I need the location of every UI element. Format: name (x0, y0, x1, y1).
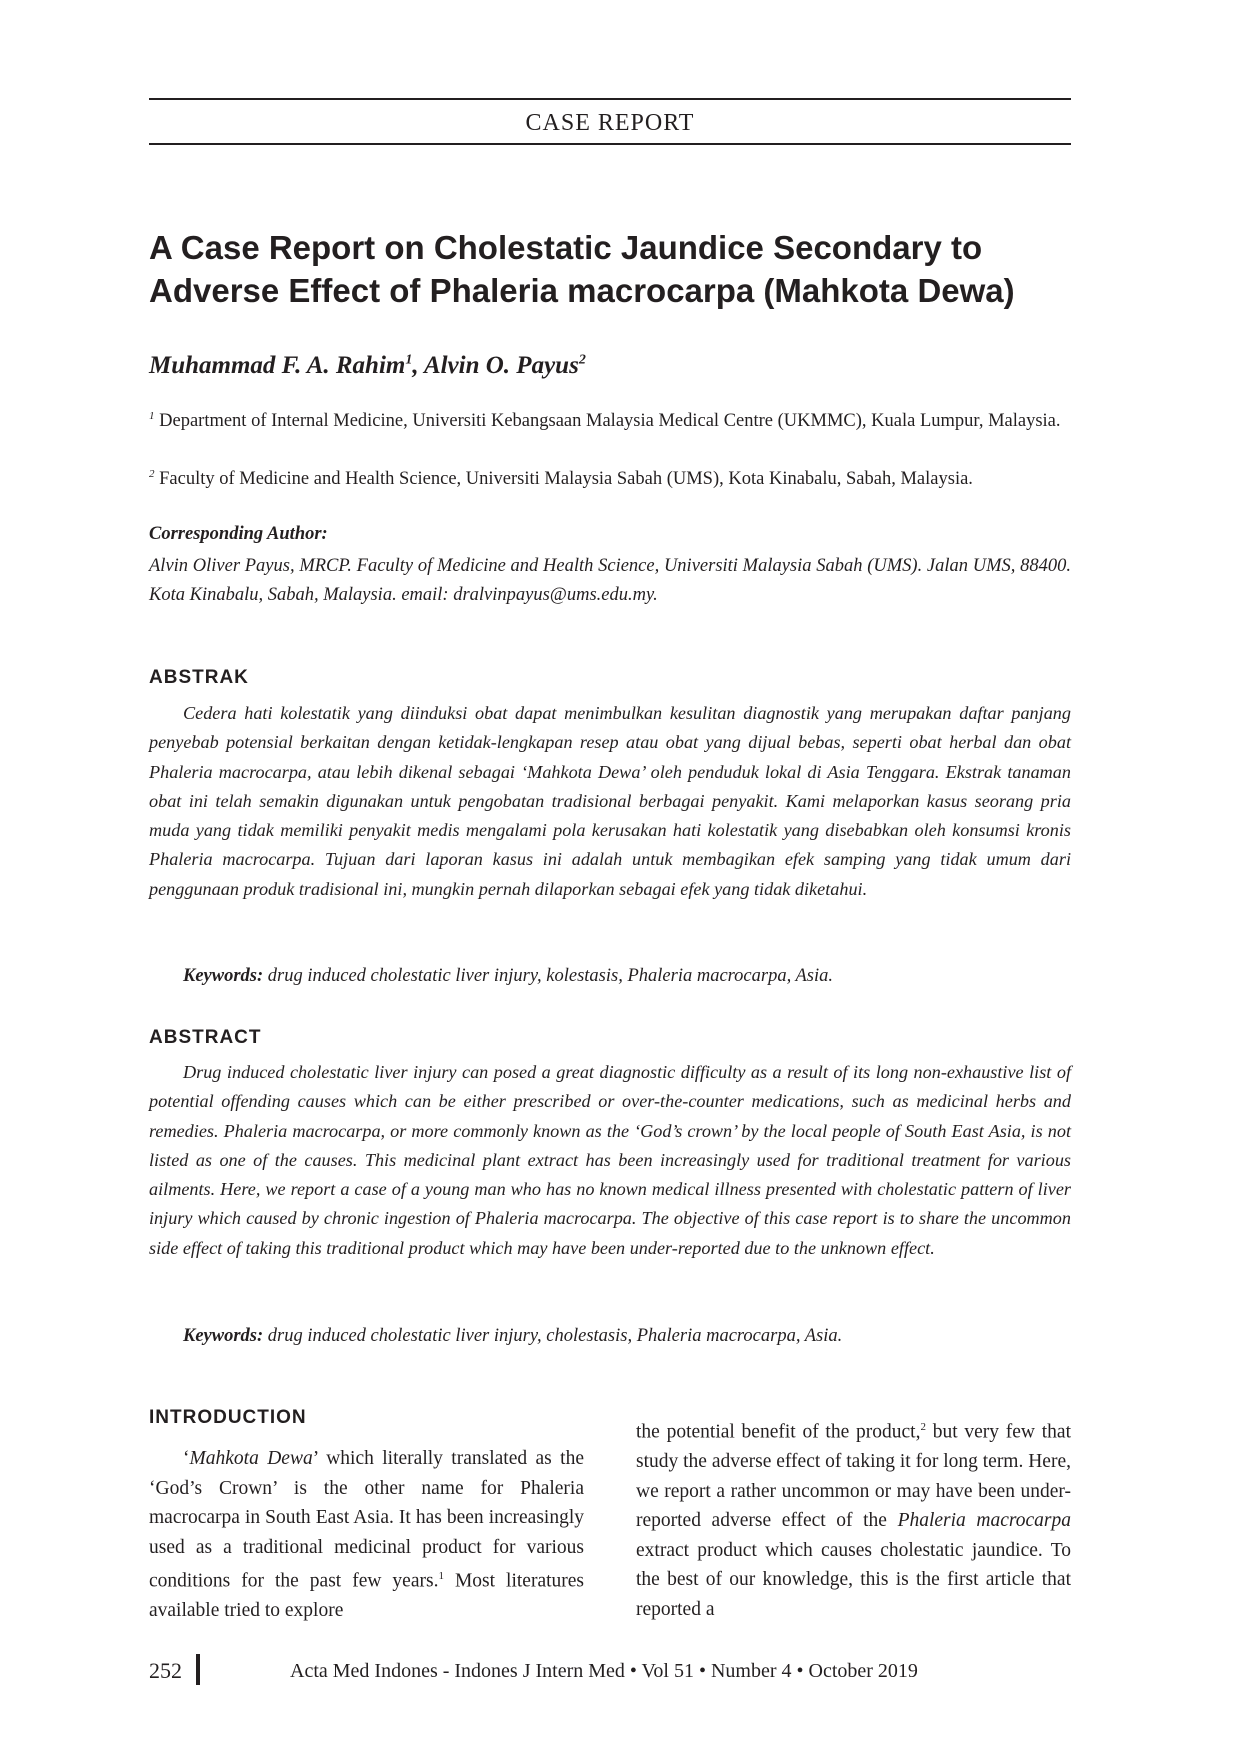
article-title (149, 226, 1071, 312)
citation-marker: 1 (438, 1570, 444, 1582)
author-separator: , (412, 352, 424, 379)
intro-text: extract product which causes cholestatic jaundice. To the best of our knowledge, this is the first article that reported a (636, 1539, 1071, 1620)
introduction-right-column (636, 1413, 1071, 1624)
introduction-heading: INTRODUCTION (149, 1407, 307, 1428)
header-bottom-rule (149, 143, 1071, 145)
title-line-2: Adverse Effect of Phaleria macrocarpa (Mahkota Dewa) (149, 272, 1015, 309)
corresponding-author-details: Alvin Oliver Payus, MRCP. Faculty of Medicine and Health Science, Universiti Malaysia Sabah (UMS). Jalan UMS, 88400. Kota Kinabalu, Sabah, Malaysia. email: dralvinpayus@ums.edu.my. (149, 556, 1071, 605)
introduction-left-column (149, 1444, 584, 1626)
affiliation-number: 1 (149, 410, 155, 422)
abstract-heading: ABSTRACT (149, 1027, 262, 1048)
corresponding-author-label: Corresponding Author: (149, 524, 328, 544)
intro-text: the potential benefit of the product, (636, 1421, 921, 1443)
intro-text: but very few that study the adverse effect of taking it for long term. Here, we report a rather uncommon or may have been under-reported adverse effect of the (636, 1421, 1071, 1531)
keywords-label: Keywords: (183, 966, 264, 986)
affiliation-text: Faculty of Medicine and Health Science, Universiti Malaysia Sabah (UMS), Kota Kinabalu, Sabah, Malaysia. (154, 469, 973, 490)
affiliation-number: 2 (149, 468, 155, 480)
abstract-keywords (183, 1326, 1071, 1347)
author-name: Muhammad F. A. Rahim (149, 352, 406, 379)
author-list (149, 352, 1071, 380)
intro-term: Phaleria macrocarpa (897, 1510, 1071, 1531)
journal-citation: Acta Med Indones - Indones J Intern Med • Vol 51 • Number 4 • October 2019 (290, 1660, 918, 1682)
citation-marker: 2 (920, 1421, 926, 1433)
affiliation-2 (149, 460, 1071, 494)
affiliation-text: Department of Internal Medicine, Universiti Kebangsaan Malaysia Medical Centre (UKMMC), Kuala Lumpur, Malaysia. (154, 411, 1061, 432)
section-label: CASE REPORT (525, 110, 695, 136)
title-line-1: A Case Report on Cholestatic Jaundice Secondary to (149, 229, 983, 266)
intro-open-quote: ‘ (183, 1448, 190, 1469)
author-affil-marker: 1 (405, 352, 413, 368)
header-top-rule (149, 98, 1071, 100)
abstrak-body: Cedera hati kolestatik yang diinduksi obat dapat menimbulkan kesulitan diagnostik yang merupakan daftar panjang penyebab potensial berkaitan dengan ketidak-lengkapan resep atau obat yang dijual bebas, seperti obat herbal dan obat Phaleria macrocarpa, atau lebih dikenal sebagai ‘Mahkota Dewa’ oleh penduduk lokal di Asia Tenggara. Ekstrak tanaman obat ini telah semakin digunakan untuk pengobatan tradisional berbagai penyakit. Kami melaporkan kasus seorang pria muda yang tidak memiliki penyakit medis mengalami pola kerusakan hati kolestatik yang disebabkan oleh konsumsi kronis Phaleria macrocarpa. Tujuan dari laporan kasus ini adalah untuk membagikan efek samping yang tidak umum dari penggunaan produk tradisional ini, mungkin pernah dilaporkan sebagai efek yang tidak diketahui. (149, 703, 1071, 899)
affiliation-1 (149, 402, 1071, 436)
author-affil-marker: 2 (578, 352, 586, 368)
keywords-label: Keywords: (183, 1326, 264, 1346)
intro-text: Most literatures available tried to explore (149, 1570, 585, 1621)
abstract-body: Drug induced cholestatic liver injury can posed a great diagnostic difficulty as a result of its long non-exhaustive list of potential offending causes which can be either prescribed or over-the-counter medications, such as medicinal herbs and remedies. Phaleria macrocarpa, or more commonly known as the ‘God’s crown’ by the local people of South East Asia, is not listed as one of the causes. This medicinal plant extract has been increasingly used for traditional treatment for various ailments. Here, we report a case of a young man who has no known medical illness presented with cholestatic pattern of liver injury which caused by chronic ingestion of Phaleria macrocarpa. The objective of this case report is to share the uncommon side effect of taking this traditional product which may have been under-reported due to the unknown effect. (149, 1062, 1071, 1258)
page-number: 252 (149, 1658, 182, 1683)
intro-text: ’ which literally translated as the ‘God’s Crown’ is the other name for Phaleria macrocarpa in South East Asia. It has been increasingly used as a traditional medicinal product for various conditions for the past few years. (149, 1448, 585, 1592)
footer-divider (196, 1654, 200, 1685)
abstrak-heading: ABSTRAK (149, 667, 249, 688)
intro-term: Mahkota Dewa (189, 1448, 313, 1469)
keywords-text: drug induced cholestatic liver injury, cholestasis, Phaleria macrocarpa, Asia. (263, 1326, 843, 1346)
author-name: Alvin O. Payus (423, 352, 579, 379)
keywords-text: drug induced cholestatic liver injury, kolestasis, Phaleria macrocarpa, Asia. (263, 966, 834, 986)
abstrak-keywords (183, 966, 1071, 987)
